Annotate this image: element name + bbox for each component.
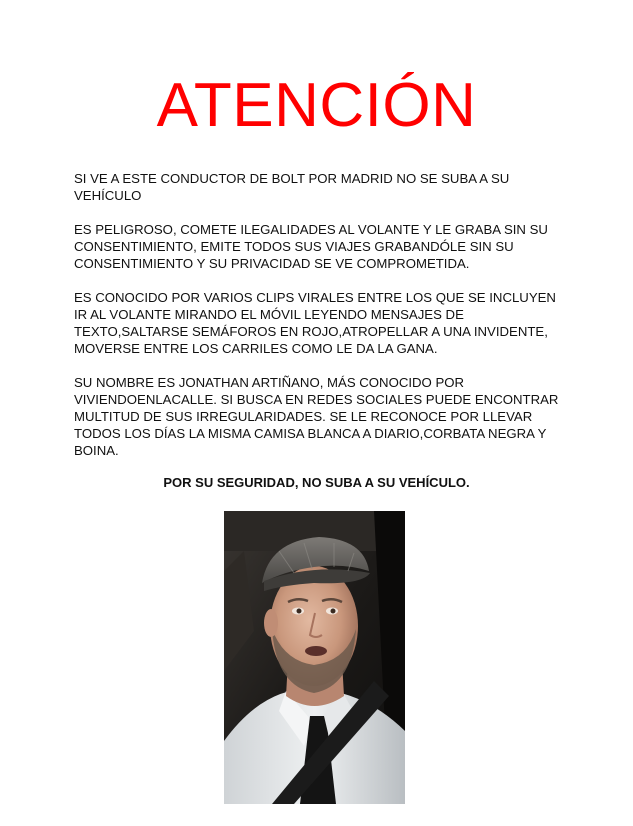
driver-photo <box>224 511 405 804</box>
paragraph-danger: ES PELIGROSO, COMETE ILEGALIDADES AL VOLANTE Y LE GRABA SIN SU CONSENTIMIENTO, EMITE TODOS SUS VIAJES GRABANDÓLE SIN SU CONSENTIMIENTO Y SU PRIVACIDAD SE VE COMPROMETIDA. <box>74 222 548 271</box>
paragraph-viral-clips: ES CONOCIDO POR VARIOS CLIPS VIRALES ENTRE LOS QUE SE INCLUYEN IR AL VOLANTE MIRANDO EL MÓVIL LEYENDO MENSAJES DE TEXTO,SALTARSE SEMÁFOROS EN ROJO,ATROPELLAR A UNA INVIDENTE, MOVERSE ENTRE LOS CARRILES COMO LE DA LA GANA. <box>74 290 556 356</box>
page-title: ATENCIÓN <box>156 71 477 140</box>
closing-statement: POR SU SEGURIDAD, NO SUBA A SU VEHÍCULO. <box>163 475 470 490</box>
paragraph-warning: SI VE A ESTE CONDUCTOR DE BOLT POR MADRID NO SE SUBA A SU VEHÍCULO <box>74 171 510 203</box>
paragraph-identity: SU NOMBRE ES JONATHAN ARTIÑANO, MÁS CONOCIDO POR VIVIENDOENLACALLE. SI BUSCA EN REDES SOCIALES PUEDE ENCONTRAR MULTITUD DE SUS IRREGULARIDADES. SE LE RECONOCE POR LLEVAR TODOS LOS DÍAS LA MISMA CAMISA BLANCA A DIARIO,CORBATA NEGRA Y BOINA. <box>74 375 559 458</box>
